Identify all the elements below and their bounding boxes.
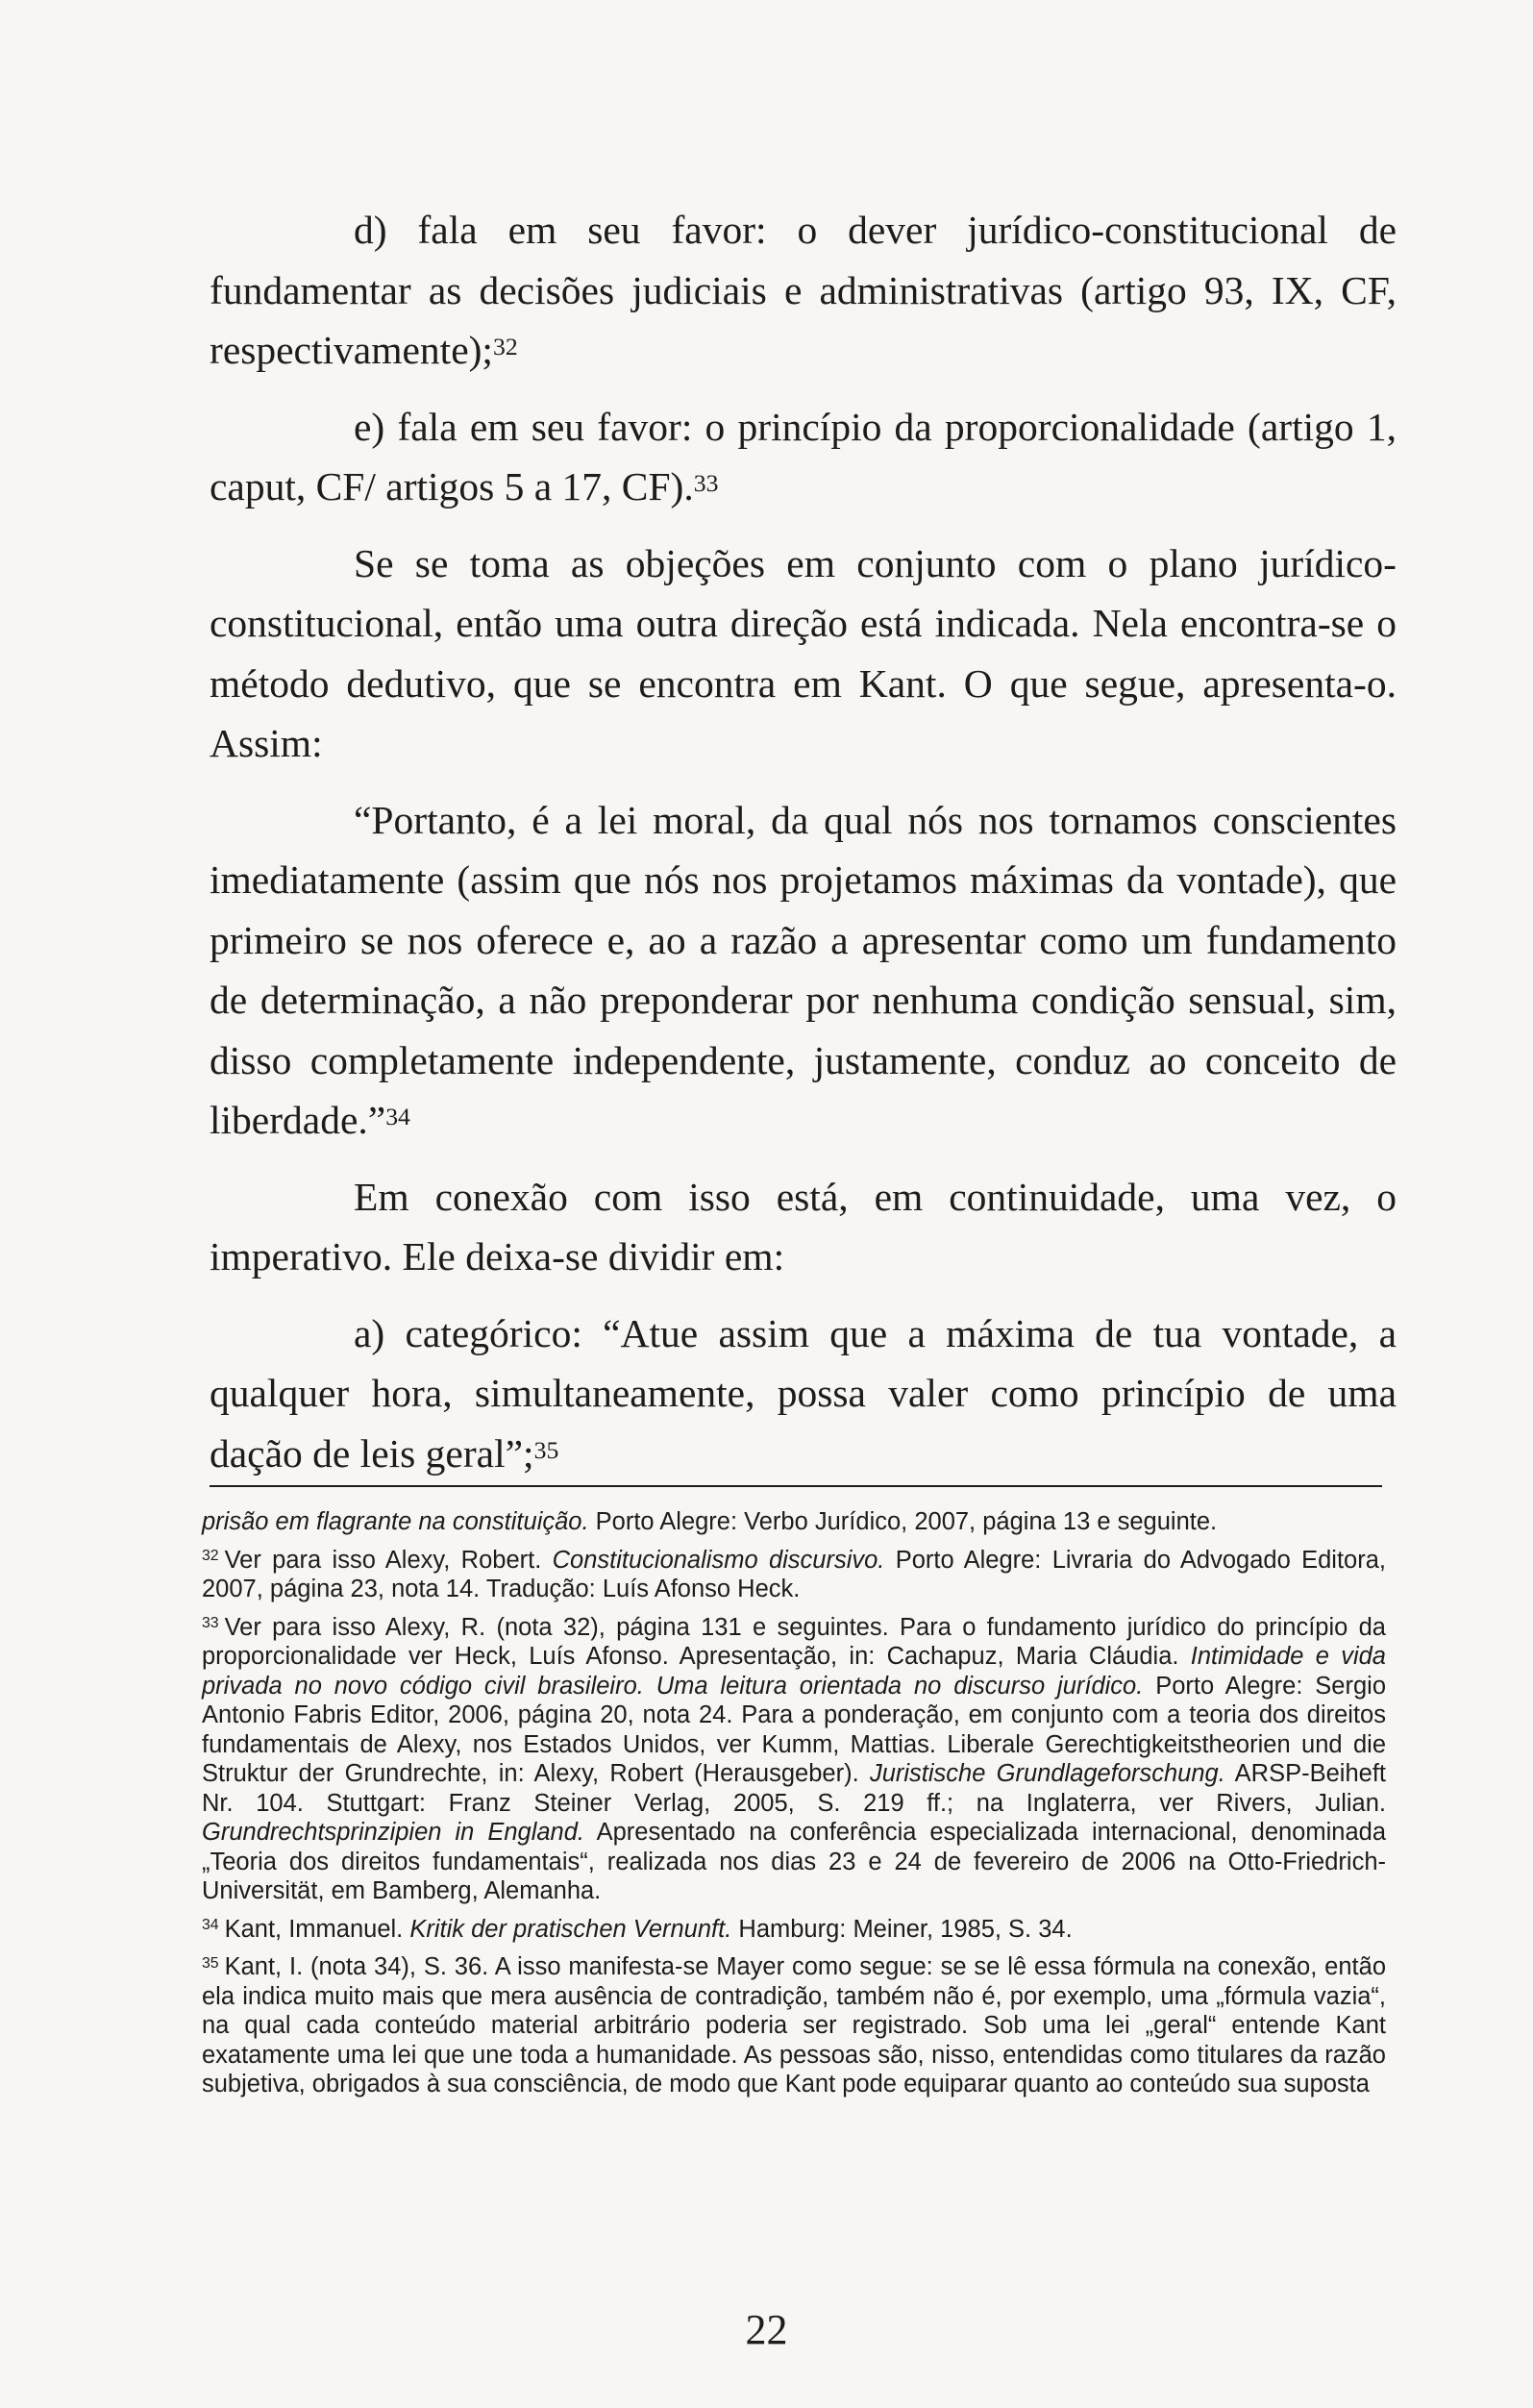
main-text (210, 200, 1397, 1500)
footnote-divider (210, 1485, 1382, 1487)
paragraph-e: e) fala em seu favor: o princípio da proporcionalidade (artigo 1, caput, CF/ artigos 5 a 17, CF).$^{33}$ (210, 404, 1397, 509)
footnote-number: 34 (202, 1917, 219, 1934)
footnote-32: $^{32}$ Ver para isso Alexy, Robert. Constitucionalismo discursivo. Porto Alegre: Livraria do Advogado Editora, 2007, página 23, nota 14. Tradução: Luís Afonso Heck. (202, 1546, 1386, 1602)
paragraph-a: a) categórico: “Atue assim que a máxima de tua vontade, a qualquer hora, simultaneamente, possa valer como princípio de uma dação de leis geral”;$^{35}$ (210, 1310, 1397, 1476)
footnotes (202, 1507, 1386, 2108)
footnote-number: 33 (202, 1615, 219, 1632)
footnote-ref-32[interactable]: 32 (492, 333, 518, 360)
paragraph-objecoes: Se se toma as objeções em conjunto com o plano jurídico-constitucional, então uma outra direção está indicada. Nela encontra-se o método dedutivo, que se encontra em Kant. O que segue, apresenta-o. Assim: (210, 540, 1397, 765)
paragraph-conexao: Em conexão com isso está, em continuidade, uma vez, o imperativo. Ele deixa-se dividir em: (210, 1174, 1397, 1278)
kant-quote: “Portanto, é a lei moral, da qual nós nos tornamos conscientes imediatamente (assim que nós nos projetamos máximas da vontade), que primeiro se nos oferece e, ao a razão a apresentar como um fundamento de determinação, a não preponderar por nenhuma condição sensual, sim, disso completamente independente, justamente, conduz ao conceito de liberdade.”$^{34}$ (210, 797, 1397, 1142)
footnote-34: $^{34}$ Kant, Immanuel. Kritik der pratischen Vernunft. Hamburg: Meiner, 1985, S. 34. (202, 1915, 1073, 1943)
footnote-35: $^{35}$ Kant, I. (nota 34), S. 36. A isso manifesta-se Mayer como segue: se se lê essa fórmula na conexão, então ela indica muito mais que mera ausência de contradição, também não é, por exemplo, uma „fórmula vazia“, na qual cada conteúdo material arbitrário poderia ser registrado. Sob uma lei „geral“ entende Kant exatamente uma lei que une toda a humanidade. As pessoas são, nisso, entendidas como titulares da razão subjetiva, obrigados à sua consciência, de modo que Kant pode equiparar quanto ao conteúdo sua suposta (202, 1953, 1386, 2098)
footnote-ref-34[interactable]: 34 (385, 1103, 410, 1130)
footnote-continuation: prisão em flagrante na constituição. Porto Alegre: Verbo Jurídico, 2007, página 13 e seguinte. (202, 1508, 1218, 1535)
footnote-ref-33[interactable]: 33 (693, 469, 719, 497)
paragraph-d: d) fala em seu favor: o dever jurídico-constitucional de fundamentar as decisões judiciais e administrativas (artigo 93, IX, CF, respectivamente);$^{32}$ (210, 208, 1397, 372)
footnote-33: $^{33}$ Ver para isso Alexy, R. (nota 32), página 131 e seguintes. Para o fundamento jurídico do princípio da proporcionalidade ver Heck, Luís Afonso. Apresentação, in: Cachapuz, Maria Cláudia. Intimidade e vida privada no novo código civil brasileiro. Uma leitura orientada no discurso jurídico. Porto Alegre: Sergio Antonio Fabris Editor, 2006, página 20, nota 24. Para a ponderação, em conjunto com a teoria dos direitos fundamentais de Alexy, nos Estados Unidos, ver Kumm, Mattias. Liberale Gerechtigkeitstheorien und die Struktur der Grundrechte, in: Alexy, Robert (Herausgeber). Juristische Grundlageforschung. ARSP-Beiheft Nr. 104. Stuttgart: Franz Steiner Verlag, 2005, S. 219 ff.; na Inglaterra, ver Rivers, Julian. Grundrechtsprinzipien in England. Apresentado na conferência especializada internacional, denominada „Teoria dos direitos fundamentais“, realizada nos dias 23 e 24 de fevereiro de 2006 na Otto-Friedrich-Universität, em Bamberg, Alemanha. (202, 1613, 1386, 1904)
footnote-number: 35 (202, 1954, 219, 1972)
footnote-ref-35[interactable]: 35 (533, 1435, 559, 1464)
page-number: 22 (745, 2306, 788, 2353)
footnote-number: 32 (202, 1548, 219, 1565)
